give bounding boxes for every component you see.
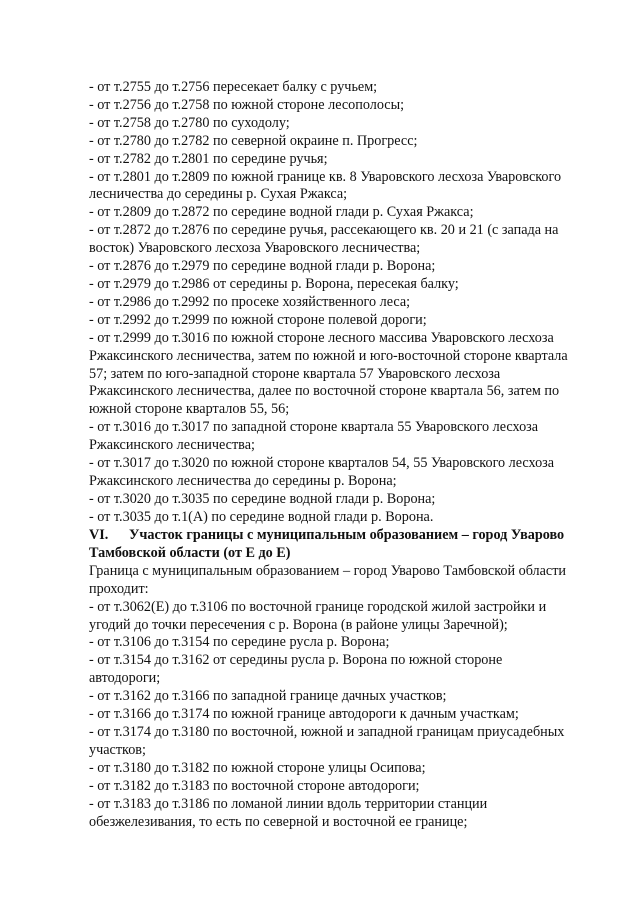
text-line: - от т.2999 до т.3016 по южной стороне лесного массива Уваровского лесхоза (89, 329, 554, 346)
section-heading (89, 527, 619, 545)
text-line: - от т.2992 до т.2999 по южной стороне полевой дороги; (89, 311, 427, 328)
text-line: - от т.3182 до т.3183 по восточной стороне автодороги; (89, 777, 420, 794)
intro-text: проходит: (89, 580, 149, 597)
text-line: лесничества до середины р. Сухая Ржакса; (89, 186, 348, 203)
text-line: - от т.3020 до т.3035 по середине водной глади р. Ворона; (89, 490, 436, 507)
text-line: - от т.3017 до т.3020 по южной стороне кварталов 54, 55 Уваровского лесхоза (89, 455, 555, 472)
text-line: - от т.2755 до т.2756 пересекает балку с ручьем; (89, 79, 378, 95)
text-line: обезжелезивания, то есть по северной и восточной ее границе; (89, 813, 468, 830)
text-line: - от т.2986 до т.2992 по просеке хозяйственного леса; (89, 293, 411, 310)
text-line: - от т.2801 до т.2809 по южной границе кв. 8 Уваровского лесхоза Уваровского (89, 168, 562, 185)
intro-text: Граница с муниципальным образованием – город Уварово Тамбовской области (89, 562, 567, 579)
section-title-continuation: Тамбовской области (от Е до Е) (89, 544, 291, 561)
text-line: 57; затем по юго-западной стороне квартала 57 Уваровского лесхоза (89, 365, 501, 382)
text-line: Ржаксинского лесничества до середины р. Ворона; (89, 472, 397, 489)
text-line: - от т.3062(Е) до т.3106 по восточной границе городской жилой застройки и (89, 598, 547, 615)
text-line: - от т.2809 до т.2872 по середине водной глади р. Сухая Ржакса; (89, 204, 474, 221)
text-line: - от т.3174 до т.3180 по восточной, южной и западной границам приусадебных (89, 723, 565, 740)
boundary-description-list (89, 79, 619, 527)
text-line: Ржаксинского лесничества, затем по южной и юго-восточной стороне квартала (89, 347, 568, 364)
section-title: Участок границы с муниципальным образованием – город Уварово (129, 527, 565, 543)
text-line: - от т.3162 до т.3166 по западной границе дачных участков; (89, 688, 447, 705)
section-number: VI. (89, 527, 109, 543)
text-line: восток) Уваровского лесхоза Уваровского лесничества; (89, 240, 421, 257)
text-line: - от т.3180 до т.3182 по южной стороне улицы Осипова; (89, 759, 426, 776)
text-line: - от т.3106 до т.3154 по середине русла р. Ворона; (89, 634, 390, 651)
text-line: - от т.3154 до т.3162 от середины русла р. Ворона по южной стороне (89, 652, 503, 669)
text-line: - от т.2979 до т.2986 от середины р. Ворона, пересекая балку; (89, 275, 459, 292)
text-line: - от т.3035 до т.1(А) по середине водной глади р. Ворона. (89, 508, 434, 525)
text-line: Ржаксинского лесничества; (89, 437, 255, 454)
text-line: Ржаксинского лесничества, далее по восточной стороне квартала 56, затем по (89, 383, 560, 400)
text-line: - от т.2780 до т.2782 по северной окраине п. Прогресс; (89, 132, 418, 149)
text-line: - от т.2756 до т.2758 по южной стороне лесополосы; (89, 96, 405, 113)
text-line: южной стороне кварталов 55, 56; (89, 401, 290, 418)
text-line: - от т.2876 до т.2979 по середине водной глади р. Ворона; (89, 258, 436, 275)
text-line: - от т.2758 до т.2780 по суходолу; (89, 114, 290, 131)
text-line: автодороги; (89, 670, 161, 687)
text-line: - от т.3183 до т.3186 по ломаной линии вдоль территории станции (89, 795, 488, 812)
text-line: - от т.3016 до т.3017 по западной стороне квартала 55 Уваровского лесхоза (89, 419, 539, 436)
section-vi (89, 527, 619, 831)
text-line: - от т.2782 до т.2801 по середине ручья; (89, 150, 328, 167)
text-line: угодий до точки пересечения с р. Ворона (в районе улицы Заречной); (89, 616, 508, 633)
text-line: участков; (89, 741, 146, 758)
text-line: - от т.3166 до т.3174 по южной границе автодороги к дачным участкам; (89, 706, 519, 723)
text-line: - от т.2872 до т.2876 по середине ручья, рассекающего кв. 20 и 21 (с запада на (89, 222, 559, 239)
